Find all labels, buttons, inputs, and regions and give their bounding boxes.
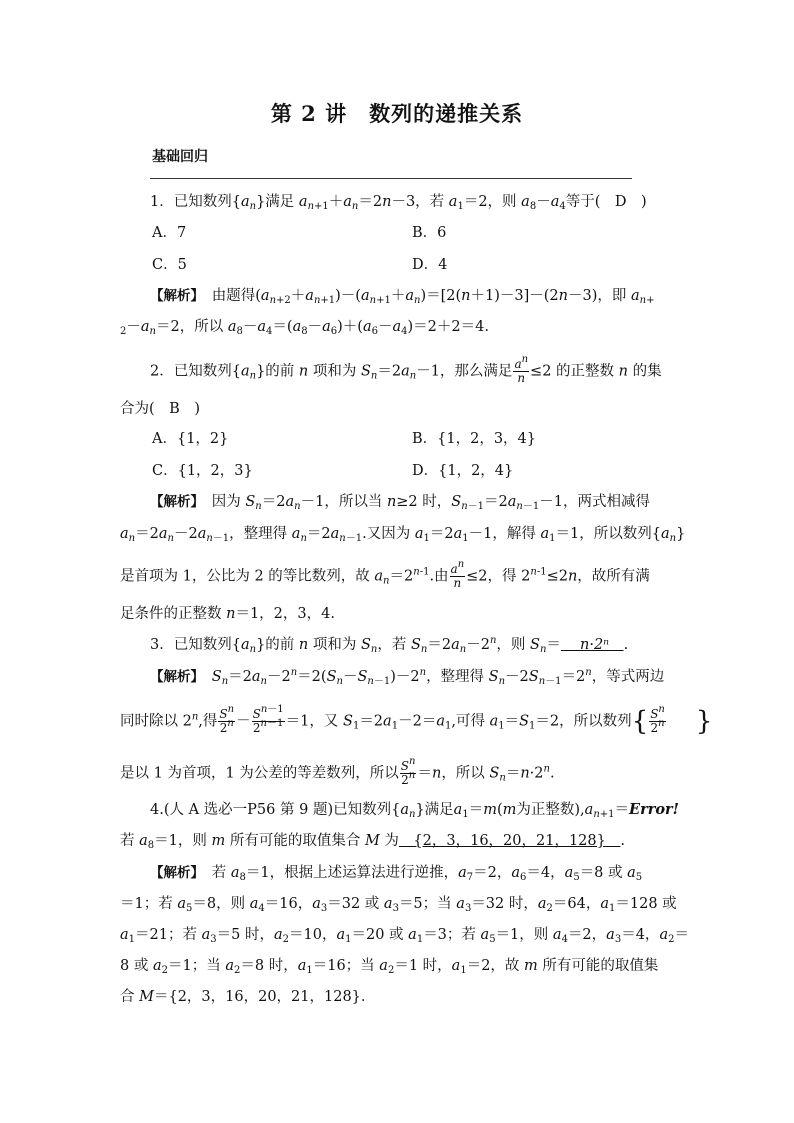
q2-option-a: A．{1，2} [152,431,229,447]
q2-option-b: B．{1，2，3，4} [412,431,537,447]
section-heading: 基础回归 [152,149,208,165]
q1-answer: D [614,194,627,210]
q4-answer: {2，3，16，20，21，128} [413,833,606,849]
q1-option-c: C．5 [152,257,187,273]
q4-analysis-tag: 【解析】 [150,865,198,881]
q3-analysis-line3: 是以 1 为首项，1 为公差的等差数列，所以 $\frac{S^n}{2^n}$ ＝n，所以 $S_n=n\cdot 2^n$. [120,756,555,787]
q1-option-b: B．6 [412,225,447,241]
q2-stem-line2: 合为( B ) [120,401,200,417]
q2-analysis-line4: 足条件的正整数 n＝1，2，3，4. [120,606,335,622]
q3-stem: 3．已知数列$\{a_n\}$的前 n 项和为 $S_n$，若 $S_n=2a_n-2^n$，则 $S_n=$ n·2ⁿ . [150,635,629,655]
q1-stem: 1．已知数列$\{a_n\}$满足 $a_{n+1}+a_n=2n-3$，若 $a_1=2$，则 $a_8-a_4$等于( D ) [150,194,647,212]
page-title: 第 2 讲 数列的递推关系 [270,101,524,126]
q2-answer: B [169,401,180,417]
q4-analysis-line4: 8 或 $a_2=1$；当 $a_2=8$ 时，$a_1=16$；当 $a_2=1$ 时，$a_1=2$，故 m 所有可能的取值集 [120,958,659,976]
q3-analysis-line1: 【解析】 $S_n=2a_n-2^n=2(S_n-S_{n-1})-2^n$，整理得 $S_n-2S_{n-1}=2^n$，等式两边 [150,667,665,687]
q1-analysis-line1: 【解析】 由题得$(a_{n+2}+a_{n+1})-(a_{n+1}+a_n)=[2(n+1)-3]-(2n-3)$，即 $a_{n+}$ [150,288,655,306]
q1-analysis-tag: 【解析】 [150,288,198,304]
q4-stem-line2: 若 $a_8=1$，则 m 所有可能的取值集合 M 为 {2，3，16，20，21，128} . [120,833,625,851]
q4-stem-line1: 4.(人 A 选必一P56 第 9 题)已知数列$\{a_n\}$满足$a_1=m(m$为正整数)$,a_{n+1}=Error$! [150,801,680,820]
q3-answer: n·2ⁿ [580,637,610,653]
q2-option-d: D．{1，2，4} [412,463,514,479]
q1-option-d: D．4 [412,257,448,273]
q4-analysis-line5: 合 M＝{2，3，16，20，21，128}． [120,989,376,1005]
q2-option-c: C．{1，2，3} [152,463,253,479]
q1-option-a: A．7 [152,225,187,241]
q4-analysis-line3: $a_1=21$；若 $a_3=5$ 时，$a_2=10$，$a_1=20$ 或 $a_1=3$；若 $a_5=1$，则 $a_4=2$，$a_3=4$，$a_2=$ [120,927,689,945]
q2-stem-line1: 2．已知数列$\{a_n\}$的前 n 项和为 $S_n=2a_n-1$，那么满足 $\frac{a^n}{n}$ ≤2 的正整数 n 的集 [150,354,662,385]
q3-analysis-tag: 【解析】 [150,669,198,685]
q4-analysis-line1: 【解析】 若 $a_8=1$，根据上述运算法进行逆推，$a_7=2$，$a_6=4$，$a_5=8$ 或 $a_5$ [150,865,643,883]
q2-analysis-line1: 【解析】 因为 $S_n=2a_n-1$，所以当 n≥2 时，$S_{n-1}=2a_{n-1}-1$，两式相减得 [150,494,650,512]
q2-analysis-line2: $a_n=2a_n-2a_{n-1}$，整理得 $a_n=2a_{n-1}$.又因为 $a_1=2a_1-1$，解得 $a_1=1$，所以数列$\{a_n\}$ [120,526,686,544]
q3-analysis-line2: 同时除以 2$^n$,得 $\frac{S^n}{2^n}$ － $\frac{S^{n-1}}{2^{n-1}}$ ＝1，又 $S_1=2a_1-2=a_1$,可得 $a_1=S_1=2$，所以数列{ $\frac{S^n}{2^n}$ } [120,704,713,737]
q1-analysis-line2: $_2-a_n=2$，所以 $a_8-a_4=(a_8-a_6)+(a_6-a_4)=2+2=4$. [120,319,489,337]
q2-analysis-tag: 【解析】 [150,494,198,510]
q4-error-text: Error! [629,801,680,818]
q4-analysis-line2: ＝1；若 $a_5=8$，则 $a_4=16$，$a_3=32$ 或 $a_3=5$；当 $a_3=32$ 时，$a_2=64$，$a_1=128$ 或 [120,896,677,914]
q2-analysis-line3: 是首项为 1，公比为 2 的等比数列，故 $a_n=2^{n-1}$.由 $\frac{a^n}{n}$ ≤2，得 $2^{n-1}\le 2n$，故所有满 [120,559,650,590]
divider [150,178,632,179]
